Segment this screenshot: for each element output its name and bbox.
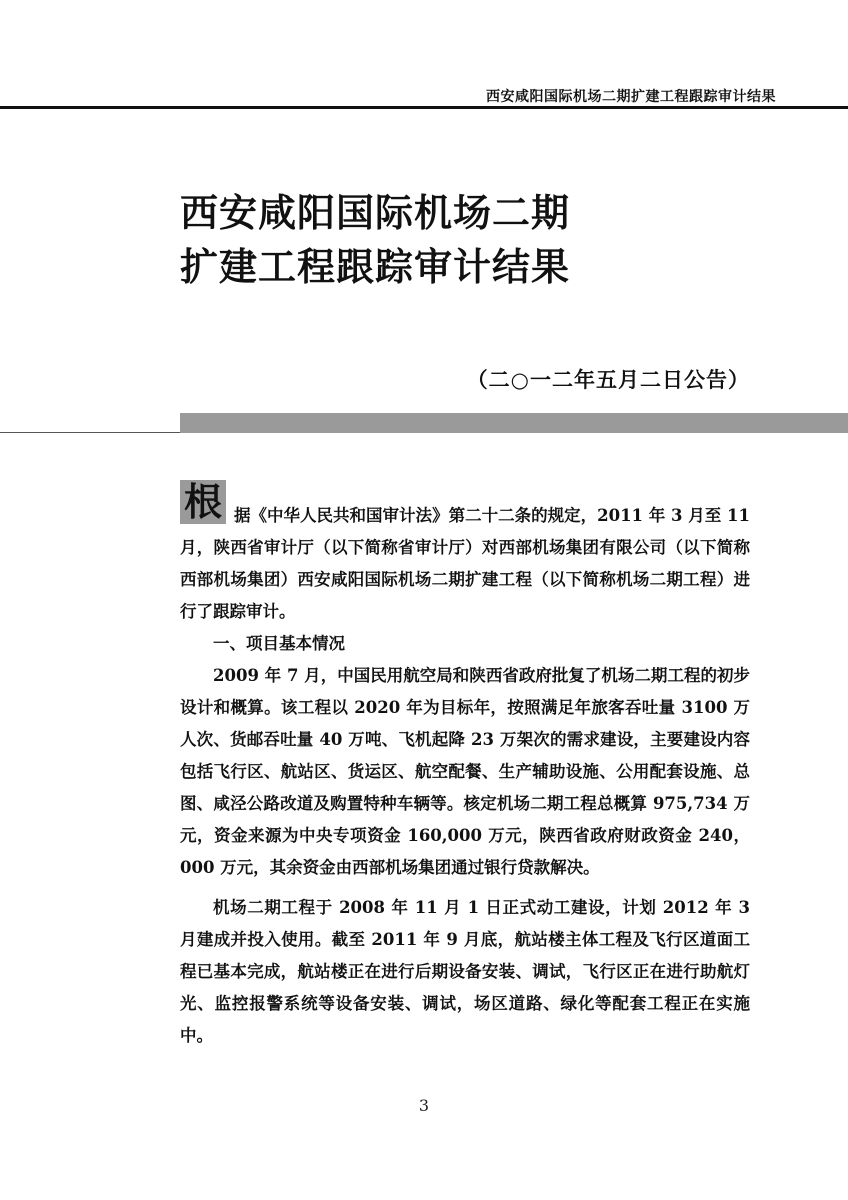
header-rule (0, 106, 848, 109)
running-header: 西安咸阳国际机场二期扩建工程跟踪审计结果 (486, 89, 776, 105)
document-title-line1: 西安咸阳国际机场二期 (180, 190, 571, 235)
dropcap: 根 (180, 480, 226, 524)
divider-gray-band (180, 413, 848, 433)
paragraph-1: 2009 年 7 月，中国民用航空局和陕西省政府批复了机场二期工程的初步设计和概算。该工程以 2020 年为目标年，按照满足年旅客吞吐量 3100 万人次、货邮吞吐量 40 万吨、飞机起降 23 万架次的需求建设，主要建设内容包括飞行区、航站区、货运区、航空配餐、生产辅助设施、公用配套设施、总图、咸泾公路改道及购置特种车辆等。核定机场二期工程总概算 975,734 万元，资金来源为中央专项资金 160,000 万元，陕西省政府财政资金 240，000 万元，其余资金由西部机场集团通过银行贷款解决。 (180, 666, 750, 877)
page-number: 3 (418, 1096, 430, 1115)
section-heading-1: 一、项目基本情况 (213, 634, 345, 653)
intro-text: 据《中华人民共和国审计法》第二十二条的规定，2011 年 3 月至 11 月，陕西省审计厅（以下简称省审计厅）对西部机场集团有限公司（以下简称西部机场集团）西安咸阳国际机场二期扩建工程（以下简称机场二期工程）进行了跟踪审计。 (180, 506, 750, 621)
document-title-line2: 扩建工程跟踪审计结果 (180, 244, 571, 289)
document-title (180, 186, 740, 294)
paragraph-2: 机场二期工程于 2008 年 11 月 1 日正式动工建设，计划 2012 年 3 月建成并投入使用。截至 2011 年 9 月底，航站楼主体工程及飞行区道面工程已基本完成，航站楼正在进行后期设备安装、调试，飞行区正在进行助航灯光、监控报警系统等设备安装、调试，场区道路、绿化等配套工程正在实施中。 (180, 898, 750, 1045)
announcement-date: （二○一二年五月二日公告） (466, 368, 750, 392)
body-text (180, 480, 750, 1052)
intro-paragraph (180, 480, 750, 628)
divider-thin-rule (0, 432, 180, 433)
